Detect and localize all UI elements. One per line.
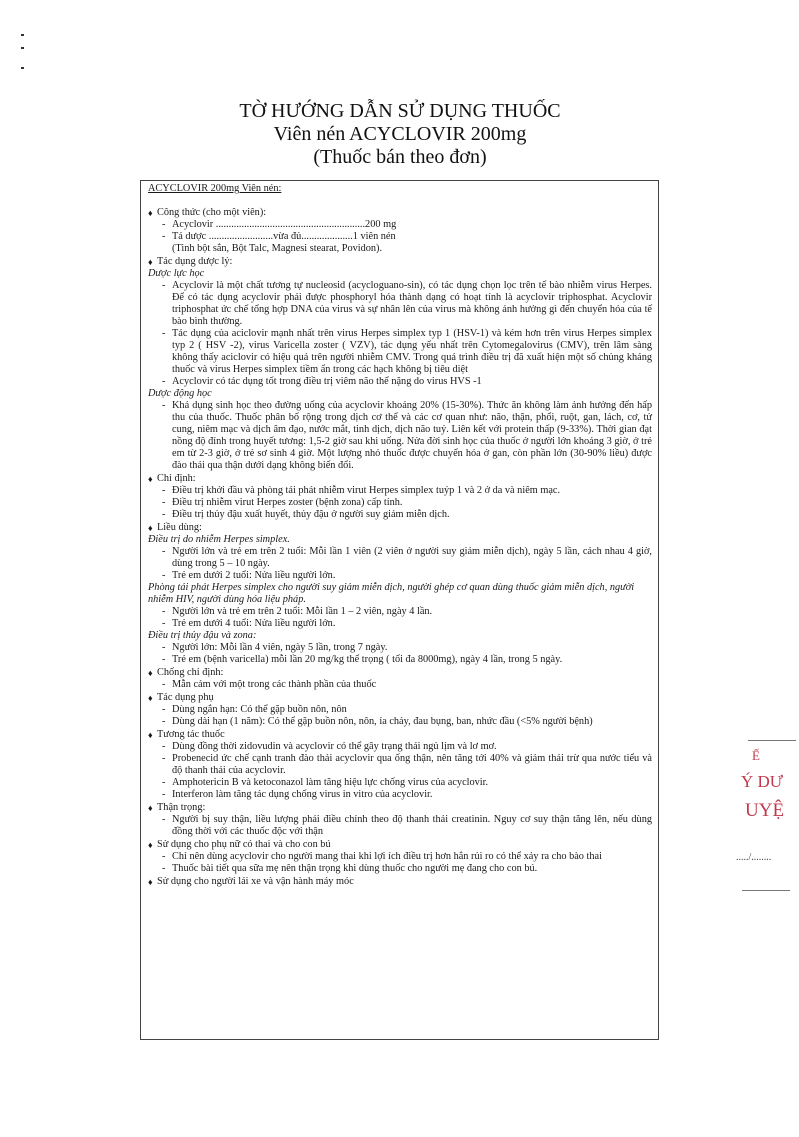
section-interactions: ♦ Tương tác thuốc - Dùng đồng thời zidovudin và acyclovir có thể gây trạng thái ngủ lịm và lơ mơ. - Probenecid ức chế cạnh tranh đào thải acyclovir qua ống thận, nên tăng tới 40% và giảm thải trừ qua nước tiểu và độ thanh thải của acyclovir. - Amphotericin B và ketoconazol làm tăng hiệu lực chống virus của acyclovir. - Interferon làm tăng tác dụng chống virus in vitro của acyclovir. bbox=[148, 729, 652, 800]
section-heading: Sử dụng cho phụ nữ có thai và cho con bú bbox=[157, 839, 331, 850]
subsection-heading: Phòng tái phát Herpes simplex cho người suy giảm miễn dịch, người ghép cơ quan dùng thuốc giảm miễn dịch, người nhiễm HIV, người dùng hóa liệu pháp. bbox=[148, 582, 635, 605]
list-item: Dùng dài hạn (1 năm): Có thể gặp buồn nôn, nôn, ỉa chảy, đau bụng, ban, nhức đầu (<5% người bệnh) bbox=[172, 716, 593, 727]
list-item: Trẻ em (bệnh varicella) mỗi lần 20 mg/kg thể trọng ( tối đa 8000mg), ngày 4 lần, trong 5 ngày. bbox=[172, 654, 563, 665]
diamond-bullet-icon: ♦ bbox=[148, 208, 153, 218]
list-item: Dùng ngắn hạn: Có thể gặp buồn nôn, nôn bbox=[172, 704, 347, 715]
list-item: Điều trị nhiễm virut Herpes zoster (bệnh zona) cấp tính. bbox=[172, 497, 403, 508]
stamp-text: Ế bbox=[752, 748, 760, 763]
list-item: Trẻ em dưới 4 tuổi: Nửa liều người lớn. bbox=[172, 618, 336, 629]
scan-mark bbox=[21, 34, 24, 36]
section-heading: Tương tác thuốc bbox=[157, 729, 225, 740]
box-title: ACYCLOVIR 200mg Viên nén: bbox=[148, 183, 282, 194]
diamond-bullet-icon: ♦ bbox=[148, 877, 153, 887]
product-name: Viên nén ACYCLOVIR 200mg bbox=[273, 123, 527, 145]
prescription-note: (Thuốc bán theo đơn) bbox=[313, 146, 487, 168]
list-item: Người bị suy thận, liều lượng phải điều chỉnh theo độ thanh thải creatinin. Nguy cơ suy thận tăng lên, nếu dùng đồng thời với các thuốc độc với thận bbox=[172, 814, 652, 837]
leaflet-content-box bbox=[140, 180, 659, 1040]
section-heading: Thận trọng: bbox=[157, 802, 206, 813]
section-heading: Chỉ định: bbox=[157, 473, 196, 484]
diamond-bullet-icon: ♦ bbox=[148, 730, 153, 740]
diamond-bullet-icon: ♦ bbox=[148, 840, 153, 850]
stamp-text: Ý DƯ bbox=[741, 772, 783, 791]
diamond-bullet-icon: ♦ bbox=[148, 693, 153, 703]
scan-mark bbox=[21, 47, 24, 49]
list-item: Điều trị thủy đậu xuất huyết, thủy đậu ở người suy giảm miễn dịch. bbox=[172, 509, 450, 520]
list-item: Trẻ em dưới 2 tuổi: Nửa liều người lớn. bbox=[172, 570, 336, 581]
stamp-text: UYỆ bbox=[745, 800, 785, 821]
excipient-list: (Tinh bột sắn, Bột Talc, Magnesi stearat, Povidon). bbox=[172, 243, 383, 254]
ingredient-row: Acyclovir ..........................................................200 mg bbox=[172, 219, 397, 230]
list-item: Amphotericin B và ketoconazol làm tăng hiệu lực chống virus của acyclovir. bbox=[172, 777, 489, 788]
list-item: Điều trị khởi đầu và phòng tái phát nhiễm virut Herpes simplex tuýp 1 và 2 ở da và niêm mạc. bbox=[172, 485, 561, 496]
scan-mark bbox=[21, 67, 24, 69]
section-heading: Chống chỉ định: bbox=[157, 667, 224, 678]
diamond-bullet-icon: ♦ bbox=[148, 523, 153, 533]
stamp-date: ...../........ bbox=[736, 852, 772, 863]
list-item: Người lớn và trẻ em trên 2 tuổi: Mỗi lần 1 viên (2 viên ở người suy giảm miễn dịch), ngày 5 lần, cách nhau 4 giờ, dùng trong 5 – 10 ngày. bbox=[172, 546, 652, 569]
ingredient-row: Tá dược .........................vừa đủ....................1 viên nén bbox=[172, 231, 396, 242]
diamond-bullet-icon: ♦ bbox=[148, 668, 153, 678]
list-item: Probenecid ức chế cạnh tranh đào thải acyclovir qua ống thận, nên tăng tới 40% và giảm thải trừ qua nước tiểu và độ thanh thải của acyclovir. bbox=[172, 753, 652, 776]
list-item: Acyclovir có tác dụng tốt trong điều trị viêm não thể nặng do virus HVS -1 bbox=[172, 376, 482, 387]
section-pharmacology: ♦ Tác dụng dược lý: Dược lực học - Acyclovir là một chất tương tự nucleosid (acycloguano-sin), có tác dụng chọn lọc trên tế bào nhiễm virus Herpes. Để có tác dụng acyclovir phải được phosphoryl hóa thành dạng có hoạt tính là acyclovir triphosphat. Acyclovir triphosphat ức chế tổng hợp DNA của virus và sự nhân lên của virus mà không ảnh hưởng gì đến chuyển hóa của tế bào bình thường. - Tác dụng của aciclovir mạnh nhất trên virus Herpes simplex typ 1 (HSV-1) và kém hơn trên virus Herpes simplex typ 2 ( HSV -2), virus Varicella zoster ( VZV), tác dụng yếu nhất trên Cytomegalovirus (CMV), trên lâm sàng không thấy aciclovir có hiệu quả trên người nhiễm CMV. Trong quá trình điều trị đã xuất hiện một số chủng kháng thuốc và virus Herpes simplex tiềm ẩn trong các hạch không bị tiêu diệt - Acyclovir có tác dụng tốt trong điều trị viêm não thể nặng do virus HVS -1 Dược động học - Khả dụng sinh học theo đường uống của acyclovir khoảng 20% (15-30%). Thức ăn không làm ảnh hưởng đến hấp thu của thuốc. Thuốc phân bố rộng trong dịch cơ thể và các cơ quan như: não, thận, phổi, ruột, gan, lách, cơ, tử cung, niêm mạc và dịch âm đạo, nước mắt, tinh dịch, dịch não tuỷ. Liên kết với protein thấp (9-33%). Thời gian đạt nồng độ đỉnh trong huyết tương: 1,5-2 giờ sau khi uống. Nửa đời sinh học của thuốc ở người lớn khoảng 3 giờ, ở trẻ em từ 2-3 giờ, ở trẻ sơ sinh 4 giờ. Một lượng nhỏ thuốc được chuyển hóa ở gan, còn phần lớn (30-90% liều) được đào thải qua thận dưới dạng không biến đổi. bbox=[148, 256, 652, 471]
diamond-bullet-icon: ♦ bbox=[148, 474, 153, 484]
list-item: Acyclovir là một chất tương tự nucleosid (acycloguano-sin), có tác dụng chọn lọc trên tế bào nhiễm virus Herpes. Để có tác dụng acyclovir phải được phosphoryl hóa thành dạng có hoạt tính là acyclovir triphosphat. Acyclovir triphosphat ức chế tổng hợp DNA của virus và sự nhân lên của virus mà không ảnh hưởng gì đến chuyển hóa của tế bào bình thường. bbox=[172, 280, 652, 327]
list-item: Chỉ nên dùng acyclovir cho người mang thai khi lợi ích điều trị hơn hẳn rủi ro có thể xảy ra cho bào thai bbox=[172, 851, 602, 862]
list-item: Khả dụng sinh học theo đường uống của acyclovir khoảng 20% (15-30%). Thức ăn không làm ảnh hưởng đến hấp thu của thuốc. Thuốc phân bố rộng trong dịch cơ thể và các cơ quan như: não, thận, phổi, ruột, gan, lách, cơ, tử cung, niêm mạc và dịch âm đạo, nước mắt, tinh dịch, dịch não tuỷ. Liên kết với protein thấp (9-33%). Thời gian đạt nồng độ đỉnh trong huyết tương: 1,5-2 giờ sau khi uống. Nửa đời sinh học của thuốc ở người lớn khoảng 3 giờ, ở trẻ em từ 2-3 giờ, ở trẻ sơ sinh 4 giờ. Một lượng nhỏ thuốc được chuyển hóa ở gan, còn phần lớn (30-90% liều) được đào thải qua thận dưới dạng không biến đổi. bbox=[172, 400, 652, 471]
list-item: Dùng đồng thời zidovudin và acyclovir có thể gây trạng thái ngủ lịm và lơ mơ. bbox=[172, 741, 497, 752]
diamond-bullet-icon: ♦ bbox=[148, 803, 153, 813]
section-indications: ♦ Chỉ định: - Điều trị khởi đầu và phòng tái phát nhiễm virut Herpes simplex tuýp 1 và 2 ở da và niêm mạc. - Điều trị nhiễm virut Herpes zoster (bệnh zona) cấp tính. - Điều trị thủy đậu xuất huyết, thủy đậu ở người suy giảm miễn dịch. bbox=[148, 473, 652, 521]
stamp-line bbox=[742, 890, 790, 891]
section-side-effects: ♦ Tác dụng phụ - Dùng ngắn hạn: Có thể gặp buồn nôn, nôn - Dùng dài hạn (1 năm): Có thể gặp buồn nôn, nôn, ỉa chảy, đau bụng, ban, nhức đầu (<5% người bệnh) bbox=[148, 692, 652, 728]
subsection-heading: Điều trị do nhiễm Herpes simplex. bbox=[148, 534, 290, 545]
subsection-heading: Dược động học bbox=[148, 388, 212, 399]
list-item: Thuốc bài tiết qua sữa mẹ nên thận trọng khi dùng thuốc cho người mẹ đang cho con bú. bbox=[172, 863, 538, 874]
section-driving bbox=[148, 876, 652, 888]
section-contraindications: ♦ Chống chỉ định: - Mẫn cảm với một trong các thành phần của thuốc bbox=[148, 667, 652, 691]
diamond-bullet-icon: ♦ bbox=[148, 257, 153, 267]
section-dosage: ♦ Liều dùng: Điều trị do nhiễm Herpes simplex. - Người lớn và trẻ em trên 2 tuổi: Mỗi lần 1 viên (2 viên ở người suy giảm miễn dịch), ngày 5 lần, cách nhau 4 giờ, dùng trong 5 – 10 ngày. - Trẻ em dưới 2 tuổi: Nửa liều người lớn. Phòng tái phát Herpes simplex cho người suy giảm miễn dịch, người ghép cơ quan dùng thuốc giảm miễn dịch, người nhiễm HIV, người dùng hóa liệu pháp. - Người lớn và trẻ em trên 2 tuổi: Mỗi lần 1 – 2 viên, ngày 4 lần. - Trẻ em dưới 4 tuổi: Nửa liều người lớn. Điều trị thủy đậu và zona: - Người lớn: Mỗi lần 4 viên, ngày 5 lần, trong 7 ngày. - Trẻ em (bệnh varicella) mỗi lần 20 mg/kg thể trọng ( tối đa 8000mg), ngày 4 lần, trong 5 ngày. bbox=[148, 522, 652, 665]
section-cautions: ♦ Thận trọng: - Người bị suy thận, liều lượng phải điều chỉnh theo độ thanh thải creatinin. Nguy cơ suy thận tăng lên, nếu dùng đồng thời với các thuốc độc với thận bbox=[148, 802, 652, 837]
section-heading: Tác dụng phụ bbox=[157, 692, 214, 703]
list-item: Tác dụng của aciclovir mạnh nhất trên virus Herpes simplex typ 1 (HSV-1) và kém hơn trên virus Herpes simplex typ 2 ( HSV -2), virus Varicella zoster ( VZV), tác dụng yếu nhất trên Cytomegalovirus (CMV), trên lâm sàng không thấy aciclovir có hiệu quả trên người nhiễm CMV. Trong quá trình điều trị đã xuất hiện một số chủng kháng thuốc và virus Herpes simplex tiềm ẩn trong các hạch không bị tiêu diệt bbox=[172, 328, 652, 375]
section-heading: Liều dùng: bbox=[157, 522, 202, 533]
list-item: Interferon làm tăng tác dụng chống virus in vitro của acyclovir. bbox=[172, 789, 433, 800]
list-item: Mẫn cảm với một trong các thành phần của thuốc bbox=[172, 679, 377, 690]
section-heading: Sử dụng cho người lái xe và vận hành máy móc bbox=[157, 876, 354, 887]
section-heading: Tác dụng dược lý: bbox=[157, 256, 233, 267]
document-header bbox=[140, 100, 660, 169]
section-composition: ♦ Công thức (cho một viên): - Acyclovir ..........................................................200 mg - Tá dược .........................vừa đủ....................1 viên nén (Tinh bột sắn, Bột Talc, Magnesi stearat, Povidon). bbox=[148, 207, 652, 255]
subsection-heading: Điều trị thủy đậu và zona: bbox=[148, 630, 257, 641]
list-item: Người lớn và trẻ em trên 2 tuổi: Mỗi lần 1 – 2 viên, ngày 4 lần. bbox=[172, 606, 433, 617]
section-heading: Công thức (cho một viên): bbox=[157, 207, 267, 218]
subsection-heading: Dược lực học bbox=[148, 268, 205, 279]
list-item: Người lớn: Mỗi lần 4 viên, ngày 5 lần, trong 7 ngày. bbox=[172, 642, 388, 653]
stamp-line bbox=[748, 740, 796, 741]
section-pregnancy: ♦ Sử dụng cho phụ nữ có thai và cho con bú - Chỉ nên dùng acyclovir cho người mang thai khi lợi ích điều trị hơn hẳn rủi ro có thể xảy ra cho bào thai - Thuốc bài tiết qua sữa mẹ nên thận trọng khi dùng thuốc cho người mẹ đang cho con bú. bbox=[148, 839, 652, 875]
document-title: TỜ HƯỚNG DẪN SỬ DỤNG THUỐC bbox=[239, 100, 561, 122]
